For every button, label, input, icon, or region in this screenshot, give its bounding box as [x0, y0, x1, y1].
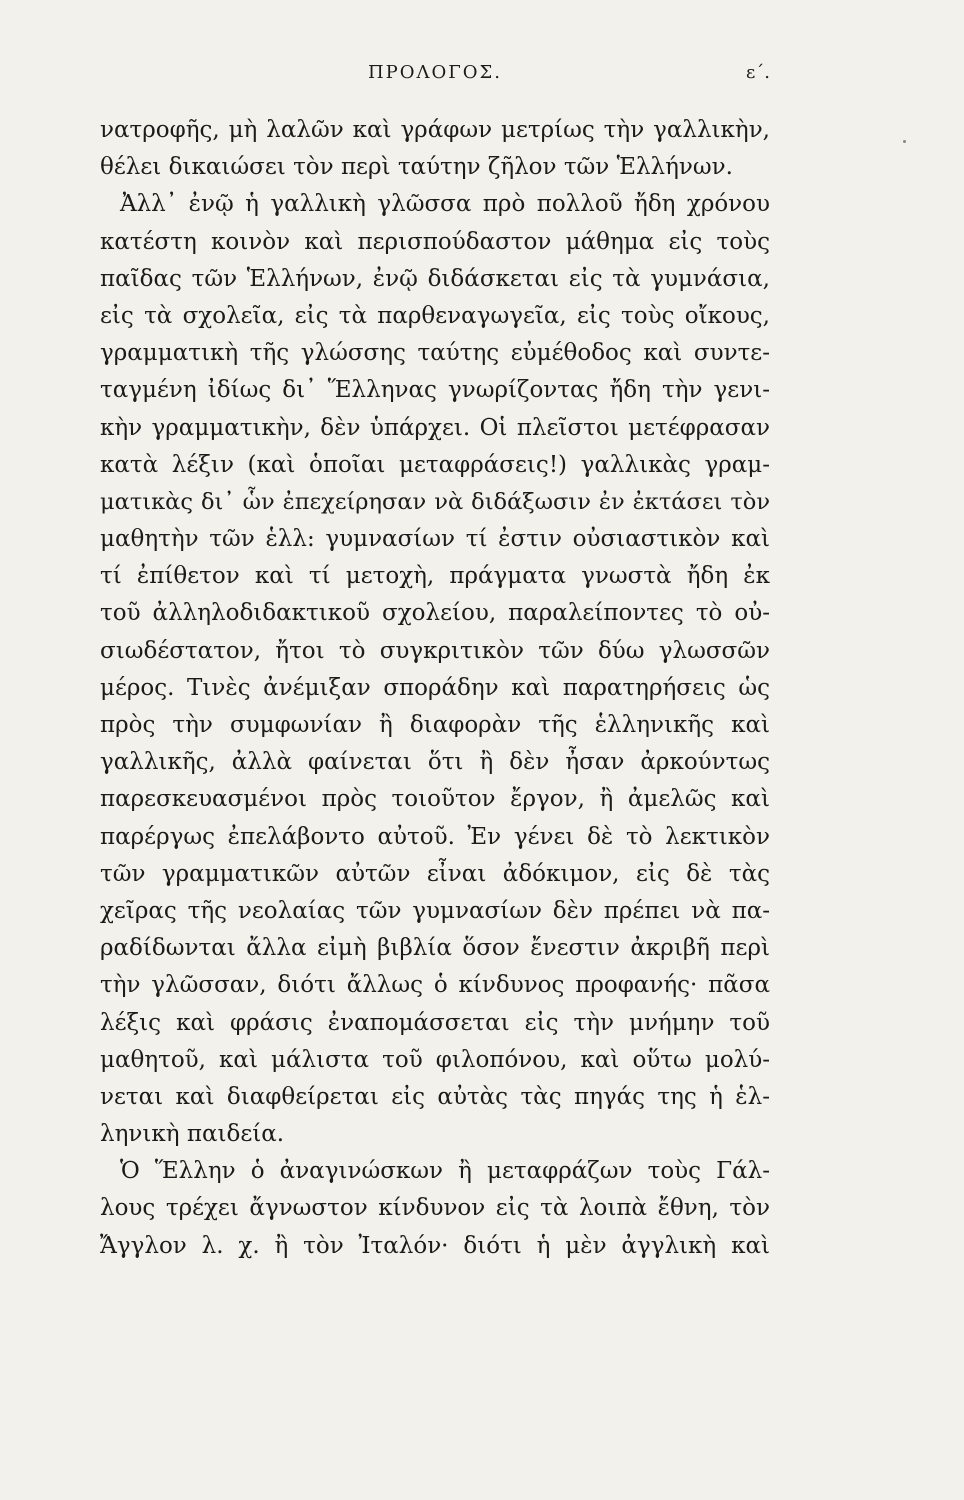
text-line: ματικὰς δι᾽ ὧν ἐπεχείρησαν νὰ διδάξωσιν ἐν ἐκτάσει τὸν [100, 488, 770, 515]
text-line: μέρος. Τινὲς ἀνέμιξαν σποράδην καὶ παρατηρήσεις ὡς [100, 674, 770, 701]
text-line: παρέργως ἐπελάβοντο αὐτοῦ. Ἐν γένει δὲ τὸ λεκτικὸν [100, 823, 770, 850]
text-line: κατὰ λέξιν (καὶ ὁποῖαι μεταφράσεις!) γαλλικὰς γραμ- [100, 451, 770, 478]
text-line: Ἄγγλον λ. χ. ἢ τὸν Ἰταλόν· διότι ἡ μὲν ἀγγλικὴ καὶ [100, 1232, 770, 1259]
text-line: τοῦ ἀλληλοδιδακτικοῦ σχολείου, παραλείποντες τὸ οὐ- [100, 600, 770, 627]
text-line: ραδίδωνται ἄλλα εἰμὴ βιβλία ὅσον ἔνεστιν ἀκριβῆ περὶ [100, 935, 770, 962]
text-line: σιωδέστατον, ἤτοι τὸ συγκριτικὸν τῶν δύω γλωσσῶν [100, 637, 770, 664]
page-title: ΠΡΟΛΟΓΟΣ. [367, 62, 502, 83]
text-line: θέλει δικαιώσει τὸν περὶ ταύτην ζῆλον τῶν Ἑλλήνων. [100, 154, 733, 181]
text-line: τί ἐπίθετον καὶ τί μετοχὴ, πράγματα γνωστὰ ἤδη ἐκ [100, 563, 770, 590]
text-line: εἰς τὰ σχολεῖα, εἰς τὰ παρθεναγωγεῖα, εἰς τοὺς οἴκους, [100, 302, 770, 329]
text-line: κατέστη κοινὸν καὶ περισπούδαστον μάθημα εἰς τοὺς [100, 228, 770, 255]
text-line: ληνικὴ παιδεία. [100, 1121, 285, 1148]
running-head [100, 62, 770, 92]
text-line: λέξις καὶ φράσις ἐναπομάσσεται εἰς τὴν μνήμην τοῦ [100, 1009, 770, 1036]
text-line: γαλλικῆς, ἀλλὰ φαίνεται ὅτι ἢ δὲν ἦσαν ἀρκούντως [100, 749, 770, 776]
text-line: νατροφῆς, μὴ λαλῶν καὶ γράφων μετρίως τὴν γαλλικὴν, [100, 117, 770, 143]
text-line: τὴν γλῶσσαν, διότι ἄλλως ὁ κίνδυνος προφανής· πᾶσα [100, 972, 770, 999]
text-line: λους τρέχει ἄγνωστον κίνδυνον εἰς τὰ λοιπὰ ἔθνη, τὸν [100, 1195, 770, 1222]
page-number: ε΄. [745, 62, 770, 83]
text-line: μαθητοῦ, καὶ μάλιστα τοῦ φιλοπόνου, καὶ οὕτω μολύ- [100, 1046, 770, 1073]
text-line: Ἀλλ᾽ ἐνῷ ἡ γαλλικὴ γλῶσσα πρὸ πολλοῦ ἤδη χρόνου [120, 191, 770, 218]
text-line: ταγμένη ἰδίως δι᾽ Ἕλληνας γνωρίζοντας ἤδη τὴν γενι- [100, 377, 770, 404]
text-line: κὴν γραμματικὴν, δὲν ὑπάρχει. Οἱ πλεῖστοι μετέφρασαν [100, 414, 770, 441]
body-text [100, 112, 770, 1265]
text-line: παρεσκευασμένοι πρὸς τοιοῦτον ἔργον, ἢ ἀμελῶς καὶ [100, 786, 770, 813]
text-line: νεται καὶ διαφθείρεται εἰς αὐτὰς τὰς πηγάς της ἡ ἑλ- [100, 1083, 770, 1110]
text-line: τῶν γραμματικῶν αὐτῶν εἶναι ἀδόκιμον, εἰς δὲ τὰς [100, 860, 770, 887]
text-line: χεῖρας τῆς νεολαίας τῶν γυμνασίων δὲν πρέπει νὰ πα- [100, 897, 770, 924]
text-line: Ὁ Ἕλλην ὁ ἀναγινώσκων ἢ μεταφράζων τοὺς Γάλ- [120, 1158, 770, 1185]
text-line: παῖδας τῶν Ἑλλήνων, ἐνῷ διδάσκεται εἰς τὰ γυμνάσια, [100, 265, 770, 292]
text-line: γραμματικὴ τῆς γλώσσης ταύτης εὐμέθοδος καὶ συντε- [100, 340, 770, 367]
paper-speck [903, 140, 906, 143]
text-line: πρὸς τὴν συμφωνίαν ἢ διαφορὰν τῆς ἑλληνικῆς καὶ [100, 712, 770, 738]
text-line: μαθητὴν τῶν ἑλλ: γυμνασίων τί ἐστιν οὐσιαστικὸν καὶ [100, 526, 770, 553]
